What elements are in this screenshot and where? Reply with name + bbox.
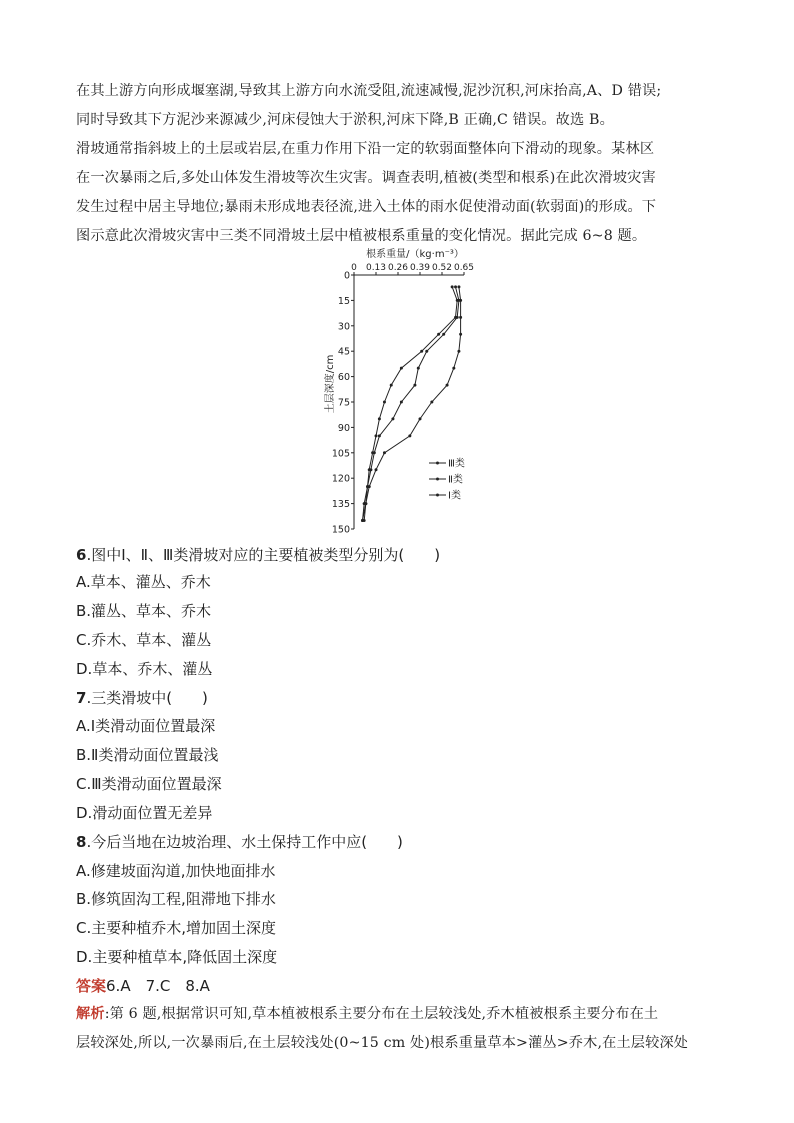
y-tick-label: 90 <box>337 422 350 434</box>
option-d[interactable]: D.草本、乔木、灌丛 <box>76 660 213 678</box>
option-c[interactable]: C.主要种植乔木,增加固土深度 <box>76 919 277 937</box>
x-tick-label: 0.65 <box>453 263 475 273</box>
x-tick-label: 0.13 <box>365 263 387 273</box>
data-point <box>459 316 462 319</box>
data-point <box>368 485 371 488</box>
passage-line: 在一次暴雨之后,多处山体发生滑坡等次生灾害。调查表明,植被(类型和根系)在此次滑坡灾害 <box>76 170 656 186</box>
passage-line: 图示意此次滑坡灾害中三类不同滑坡土层中植被根系重量的变化情况。据此完成 6~8 题。 <box>76 228 647 244</box>
data-point <box>383 401 386 404</box>
y-axis-title: 土层深度/cm <box>325 354 336 414</box>
data-point <box>400 401 403 404</box>
question-stem <box>76 831 403 852</box>
answer-label: 答案 <box>76 977 107 995</box>
y-tick-label: 30 <box>337 321 350 333</box>
legend-marker <box>436 494 439 497</box>
root-weight-chart <box>318 244 488 536</box>
question-number: 6 <box>76 546 87 564</box>
data-point <box>442 333 445 336</box>
legend-label: Ⅱ类 <box>448 474 463 486</box>
option-a[interactable]: A.修建坡面沟道,加快地面排水 <box>76 862 276 880</box>
x-tick-label: 0 <box>351 263 357 273</box>
analysis-line: 层较深处,所以,一次暴雨后,在土层较浅处(0~15 cm 处)根系重量草本>灌丛>乔木,在土层较深处 <box>76 1035 689 1051</box>
y-tick-label: 120 <box>331 473 350 485</box>
option-b[interactable]: B.修筑固沟工程,阻滞地下排水 <box>76 890 276 908</box>
series-line <box>364 287 460 521</box>
data-point <box>378 417 381 420</box>
y-tick-label: 60 <box>337 372 350 384</box>
series-line <box>363 287 459 521</box>
option-a[interactable]: A.Ⅰ类滑动面位置最深 <box>76 717 216 735</box>
y-tick-label: 45 <box>337 346 350 358</box>
data-point <box>408 434 411 437</box>
passage-line: 滑坡通常指斜坡上的土层或岩层,在重力作用下沿一定的软弱面整体向下滑动的现象。某林区 <box>76 141 655 157</box>
question-number: 7 <box>76 689 87 707</box>
data-point <box>400 367 403 370</box>
legend-label: Ⅲ类 <box>448 458 465 470</box>
question-stem <box>76 544 440 565</box>
legend-marker <box>436 478 439 481</box>
series-layer <box>361 285 462 522</box>
option-c[interactable]: C.乔木、草本、灌丛 <box>76 631 212 649</box>
data-point <box>390 384 393 387</box>
x-tick-label: 0.39 <box>409 263 431 273</box>
data-point <box>437 333 440 336</box>
data-point <box>417 367 420 370</box>
x-tick-label: 0.26 <box>387 263 409 273</box>
question-stem <box>76 687 208 708</box>
data-point <box>457 285 460 288</box>
data-point <box>454 285 457 288</box>
data-point <box>391 417 394 420</box>
option-b[interactable]: B.灌丛、草本、乔木 <box>76 602 212 620</box>
data-point <box>369 468 372 471</box>
data-point <box>430 401 433 404</box>
data-point <box>413 384 416 387</box>
passage-line: 发生过程中居主导地位;暴雨未形成地表径流,进入土体的雨水促使滑动面(软弱面)的形成。下 <box>76 199 657 215</box>
data-point <box>456 316 459 319</box>
question-number: 8 <box>76 833 87 851</box>
question-text: .今后当地在边坡治理、水土保持工作中应( ) <box>86 833 403 851</box>
legend-marker <box>436 462 439 465</box>
data-point <box>425 350 428 353</box>
series-line <box>363 287 458 521</box>
analysis-label: 解析 <box>76 1006 105 1022</box>
y-tick-label: 0 <box>343 270 350 282</box>
data-point <box>363 519 366 522</box>
data-point <box>364 502 367 505</box>
data-point <box>446 384 449 387</box>
data-point <box>375 468 378 471</box>
data-point <box>459 299 462 302</box>
data-point <box>451 285 454 288</box>
passage-line: 在其上游方向形成堰塞湖,导致其上游方向水流受阻,流速减慢,泥沙沉积,河床抬高,A、D 错误; <box>76 83 662 99</box>
passage-line: 同时导致其下方泥沙来源减少,河床侵蚀大于淤积,河床下降,B 正确,C 错误。故选 B。 <box>76 112 614 128</box>
y-tick-label: 15 <box>337 295 350 307</box>
data-point <box>373 451 376 454</box>
option-b[interactable]: B.Ⅱ类滑动面位置最浅 <box>76 746 219 764</box>
option-d[interactable]: D.主要种植草本,降低固土深度 <box>76 948 278 966</box>
data-point <box>457 350 460 353</box>
legend-label: Ⅰ类 <box>448 490 461 502</box>
x-tick-label: 0.52 <box>431 263 453 273</box>
x-axis-title: 根系重量/（kg·m⁻³） <box>366 249 464 260</box>
y-tick-label: 135 <box>331 499 350 511</box>
data-point <box>420 350 423 353</box>
data-point <box>378 434 381 437</box>
option-d[interactable]: D.滑动面位置无差异 <box>76 804 213 822</box>
y-tick-label: 75 <box>337 397 350 409</box>
legend <box>429 457 465 502</box>
data-point <box>459 333 462 336</box>
data-point <box>419 417 422 420</box>
data-point <box>452 367 455 370</box>
data-point <box>375 434 378 437</box>
data-point <box>383 451 386 454</box>
option-c[interactable]: C.Ⅲ类滑动面位置最深 <box>76 775 222 793</box>
answer-text: 6.A 7.C 8.A <box>106 977 210 995</box>
question-text: .三类滑坡中( ) <box>86 689 208 707</box>
question-text: .图中Ⅰ、Ⅱ、Ⅲ类滑坡对应的主要植被类型分别为( ) <box>86 546 441 564</box>
y-tick-label: 105 <box>331 448 350 460</box>
answer-line <box>76 975 210 996</box>
analysis-line <box>76 1003 726 1023</box>
option-a[interactable]: A.草本、灌丛、乔木 <box>76 573 211 591</box>
y-tick-label: 150 <box>331 524 350 536</box>
analysis-text: :第 6 题,根据常识可知,草本植被根系主要分布在土层较浅处,乔木植被根系主要分布在土 <box>104 1006 659 1022</box>
